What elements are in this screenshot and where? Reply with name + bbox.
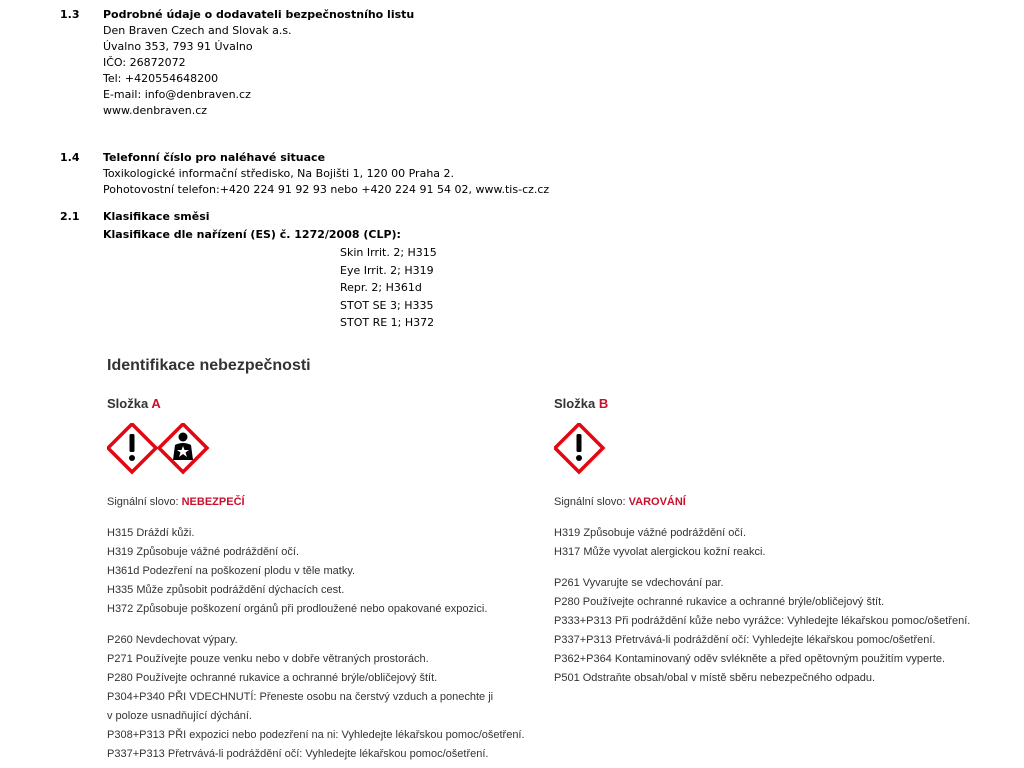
p-statement: P261 Vyvarujte se vdechování par. <box>554 577 724 589</box>
ghs-pictograms <box>107 423 211 475</box>
classification-item: STOT SE 3; H335 <box>340 298 434 312</box>
h-statement: H335 Může způsobit podráždění dýchacích cest. <box>107 584 345 596</box>
supplier-line: IČO: 26872072 <box>103 56 186 69</box>
p-statement: P501 Odstraňte obsah/obal v místě sběru nebezpečného odpadu. <box>554 672 876 684</box>
classification-item: Repr. 2; H361d <box>340 281 422 294</box>
component-b-pictograms <box>554 423 606 479</box>
h-statement: H317 Může vyvolat alergickou kožní reakci. <box>554 546 766 558</box>
component-b-heading <box>554 396 608 411</box>
component-letter: A <box>151 396 161 411</box>
hazard-identification-title: Identifikace nebezpečnosti <box>107 357 311 374</box>
signal-label: Signální slovo: <box>554 496 626 508</box>
h-statement: H319 Způsobuje vážné podráždění očí. <box>107 546 300 558</box>
p-statement: P260 Nevdechovat výpary. <box>107 634 238 646</box>
p-statement: P333+P313 Při podráždění kůže nebo vyrážce: Vyhledejte lékařskou pomoc/ošetření. <box>554 615 971 627</box>
p-statement: P304+P340 PŘI VDECHNUTÍ: Přeneste osobu na čerstvý vzduch a ponechte ji <box>107 691 494 703</box>
component-a-pictograms <box>107 423 211 479</box>
signal-label: Signální slovo: <box>107 496 179 508</box>
emergency-contact <box>103 166 549 198</box>
component-a-statements <box>107 524 525 764</box>
classification-item: STOT RE 1; H372 <box>340 316 435 329</box>
p-statement: P337+P313 Přetrvává-li podráždění očí: Vyhledejte lékařskou pomoc/ošetření. <box>107 748 489 760</box>
h-statement: H372 Způsobuje poškození orgánů při prodloužené nebo opakované expozici. <box>107 603 488 615</box>
section-number-1-3: 1.3 <box>60 8 80 21</box>
supplier-line: Den Braven Czech and Slovak a.s. <box>103 24 292 37</box>
section-heading-1-3: Podrobné údaje o dodavateli bezpečnostního listu <box>103 8 415 21</box>
p-statement: P308+P313 PŘI expozici nebo podezření na ni: Vyhledejte lékařskou pomoc/ošetření. <box>107 729 525 741</box>
ghs-pictograms <box>554 423 606 475</box>
classification-subheading: Klasifikace dle nařízení (ES) č. 1272/2008 (CLP): <box>103 228 401 241</box>
component-b-statements <box>554 524 970 688</box>
statement-spacer <box>107 619 525 631</box>
p-statement: P280 Používejte ochranné rukavice a ochranné brýle/obličejový štít. <box>554 596 885 608</box>
classification-item: Eye Irrit. 2; H319 <box>340 263 434 277</box>
h-statement: H315 Dráždí kůži. <box>107 527 195 539</box>
p-statement: P362+P364 Kontaminovaný oděv svlékněte a před opětovným použitím vyperte. <box>554 653 946 665</box>
health-hazard-icon <box>159 424 207 472</box>
component-a-signal <box>107 496 245 508</box>
section-heading-2-1: Klasifikace směsi <box>103 210 210 223</box>
p-statement: P337+P313 Přetrvává-li podráždění očí: Vyhledejte lékařskou pomoc/ošetření. <box>554 634 936 646</box>
p-statement: P280 Používejte ochranné rukavice a ochranné brýle/obličejový štít. <box>107 672 438 684</box>
component-label: Složka <box>107 396 149 411</box>
supplier-line: Úvalno 353, 793 91 Úvalno <box>103 40 253 53</box>
signal-word: VAROVÁNÍ <box>628 496 686 508</box>
exclamation-mark-icon <box>108 424 156 472</box>
exclamation-mark-icon <box>555 424 603 472</box>
supplier-line: Tel: +420554648200 <box>103 72 219 85</box>
component-b-signal <box>554 496 686 508</box>
component-a-heading <box>107 396 161 411</box>
section-number-1-4: 1.4 <box>60 151 80 164</box>
p-statement: P271 Používejte pouze venku nebo v dobře větraných prostorách. <box>107 653 429 665</box>
supplier-website: www.denbraven.cz <box>103 104 208 117</box>
classification-item: Skin Irrit. 2; H315 <box>340 246 437 259</box>
h-statement: H319 Způsobuje vážné podráždění očí. <box>554 527 747 539</box>
supplier-details <box>103 23 292 119</box>
supplier-email: E-mail: info@denbraven.cz <box>103 88 251 101</box>
emergency-line: Toxikologické informační středisko, Na Bojišti 1, 120 00 Praha 2. <box>103 167 455 180</box>
p-statement: v poloze usnadňující dýchání. <box>107 710 252 722</box>
section-heading-1-4: Telefonní číslo pro naléhavé situace <box>103 151 326 164</box>
signal-word: NEBEZPEČÍ <box>181 496 245 508</box>
h-statement: H361d Podezření na poškození plodu v těle matky. <box>107 565 356 577</box>
emergency-line: Pohotovostní telefon:+420 224 91 92 93 nebo +420 224 91 54 02, www.tis-cz.cz <box>103 183 550 196</box>
component-letter: B <box>598 396 609 411</box>
section-number-2-1: 2.1 <box>60 210 80 223</box>
component-label: Složka <box>554 396 596 411</box>
classification-list <box>340 244 437 332</box>
statement-spacer <box>554 562 970 574</box>
